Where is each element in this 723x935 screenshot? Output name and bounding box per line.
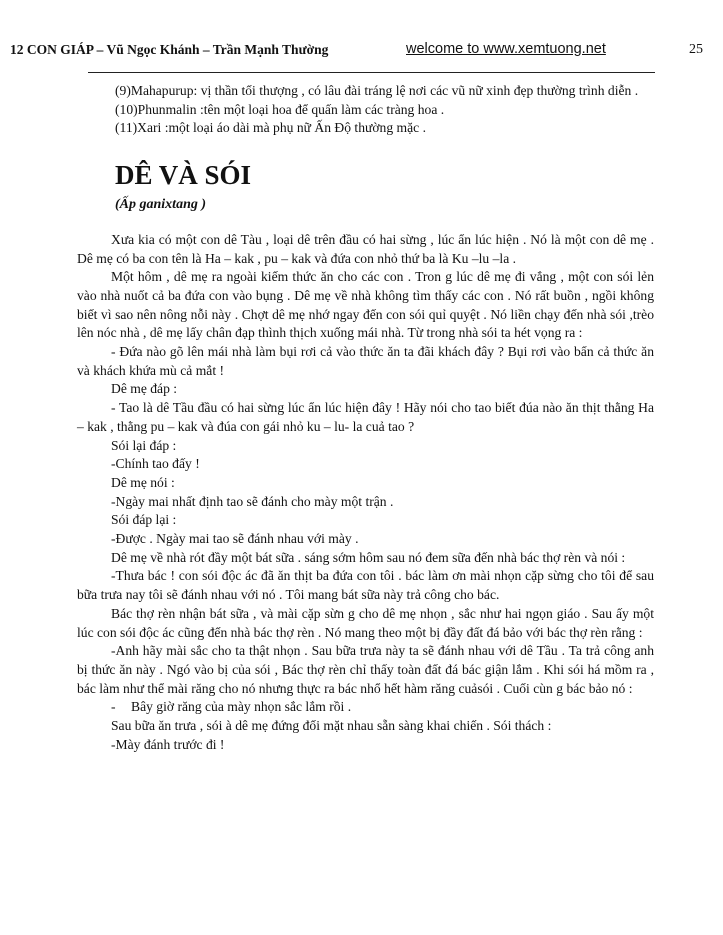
- paragraph: -Chính tao đấy !: [111, 456, 200, 472]
- paragraph: Sau bữa ăn trưa , sói à dê mẹ đứng đối mặt nhau sẵn sàng khai chiến . Sói thách :: [111, 718, 552, 734]
- page-number: 25: [689, 42, 703, 57]
- footnote-9: (9)Mahapurup: vị thần tối thượng , có lâu đài tráng lệ nơi các vũ nữ xinh đẹp thường trình diễn .: [115, 83, 639, 98]
- paragraph: - Đứa nào gõ lên mái nhà làm bụi rơi cả vào thức ăn ta đãi khách đây ? Bụi rơi vào bẩn cả thức ăn và khách khứa mù cả mắt !: [77, 344, 654, 378]
- bullet-paragraph: [77, 698, 654, 717]
- header-website-link[interactable]: welcome to www.xemtuong.net: [406, 41, 606, 57]
- page-content: [77, 82, 654, 755]
- paragraph: Dê mẹ về nhà rót đầy một bát sữa . sáng sớm hôm sau nó đem sữa đến nhà bác thợ rèn và nói :: [111, 549, 626, 565]
- header-book-title: 12 CON GIÁP – Vũ Ngọc Khánh – Trần Mạnh Thường: [10, 42, 329, 57]
- footnote-11: (11)Xari :một loại áo dài mà phụ nữ Ấn Độ thường mặc .: [115, 120, 426, 136]
- paragraph: -Anh hãy mài sắc cho ta thật nhọn . Sau bữa trưa này ta sẽ đánh nhau với dê Tầu . Ta trả công anh bị thức ăn này . Ngó vào bị của sói , Bác thợ rèn chỉ thấy toàn đất đá bác giận lắm . Khi sói há mồm ra , bác làm như thể mài răng cho nó nhưng thực ra bác nhổ hết hàm răng cuảsói . Cuối cùn g bác bảo nó :: [77, 643, 654, 696]
- paragraph: Xưa kia có một con dê Tàu , loại dê trên đầu có hai sừng , lúc ẩn lúc hiện . Nó là một con dê mẹ . Dê mẹ có ba con tên là Ha – kak , pu – kak và đứa con nhỏ thứ ba là Ku –lu –la .: [77, 231, 654, 266]
- paragraph: -Được . Ngày mai tao sẽ đánh nhau với mày .: [111, 531, 359, 547]
- paragraph: Một hôm , dê mẹ ra ngoài kiếm thức ăn cho các con . Tron g lúc dê mẹ đi vắng , một con sói lẻn vào nhà nuốt cả ba đứa con vào bụng . Dê mẹ về nhà không tìm thấy các con . Nó rất buồn , ngồi không biết vì sao nên nông nỗi này . Chợt dê mẹ nhớ ngay đến con sói quỉ quyệt . Nó liền chạy đến nhà sói ,trèo lên nóc nhà , dê mẹ lấy chân đạp thình thịch xuống mái nhà. Từ trong nhà sói ta hét vọng ra :: [77, 269, 654, 341]
- paragraph: Sói đáp lại :: [111, 512, 177, 528]
- bullet-dash: -: [111, 699, 116, 715]
- paragraph: -Thưa bác ! con sói độc ác đã ăn thịt ba đứa con tôi . bác làm ơn mài nhọn cặp sừng cho tôi để sau bữa trưa nay tôi sẽ đánh nhau với nó . Tôi mang bát sữa này trả công cho bác.: [77, 568, 654, 603]
- paragraph: -Mày đánh trước đi !: [111, 736, 225, 752]
- paragraph: Bác thợ rèn nhận bát sữa , và mài cặp sừn g cho dê mẹ nhọn , sắc như hai ngọn giáo . Sau ấy một lúc con sói độc ác cũng đến nhà bác thợ rèn . Nó mang theo một bị đầy đất đá bảo với bác thợ rèn rằng :: [77, 605, 654, 640]
- header-divider: [88, 72, 655, 73]
- bullet-text: Bây giờ răng của mày nhọn sắc lắm rồi .: [131, 699, 352, 715]
- story-title: DÊ VÀ SÓI: [115, 160, 252, 191]
- paragraph: Dê mẹ nói :: [111, 474, 175, 490]
- page-header: [0, 42, 723, 62]
- paragraph: Dê mẹ đáp :: [111, 381, 178, 397]
- footnote-10: (10)Phunmalin :tên một loại hoa để quấn làm các tràng hoa .: [115, 101, 445, 117]
- paragraph: - Tao là dê Tầu đầu có hai sừng lúc ẩn lúc hiện đây ! Hãy nói cho tao biết đúa nào ăn thịt thằng Ha – kak , thằng pu – kak và đúa con gái nhỏ ku – lu- la cuả tao ?: [77, 400, 654, 434]
- paragraph: -Ngày mai nhất định tao sẽ đánh cho mày một trận .: [111, 493, 394, 509]
- story-subtitle: (Ấp ganixtang ): [115, 197, 207, 213]
- paragraph: Sói lại đáp :: [111, 437, 177, 453]
